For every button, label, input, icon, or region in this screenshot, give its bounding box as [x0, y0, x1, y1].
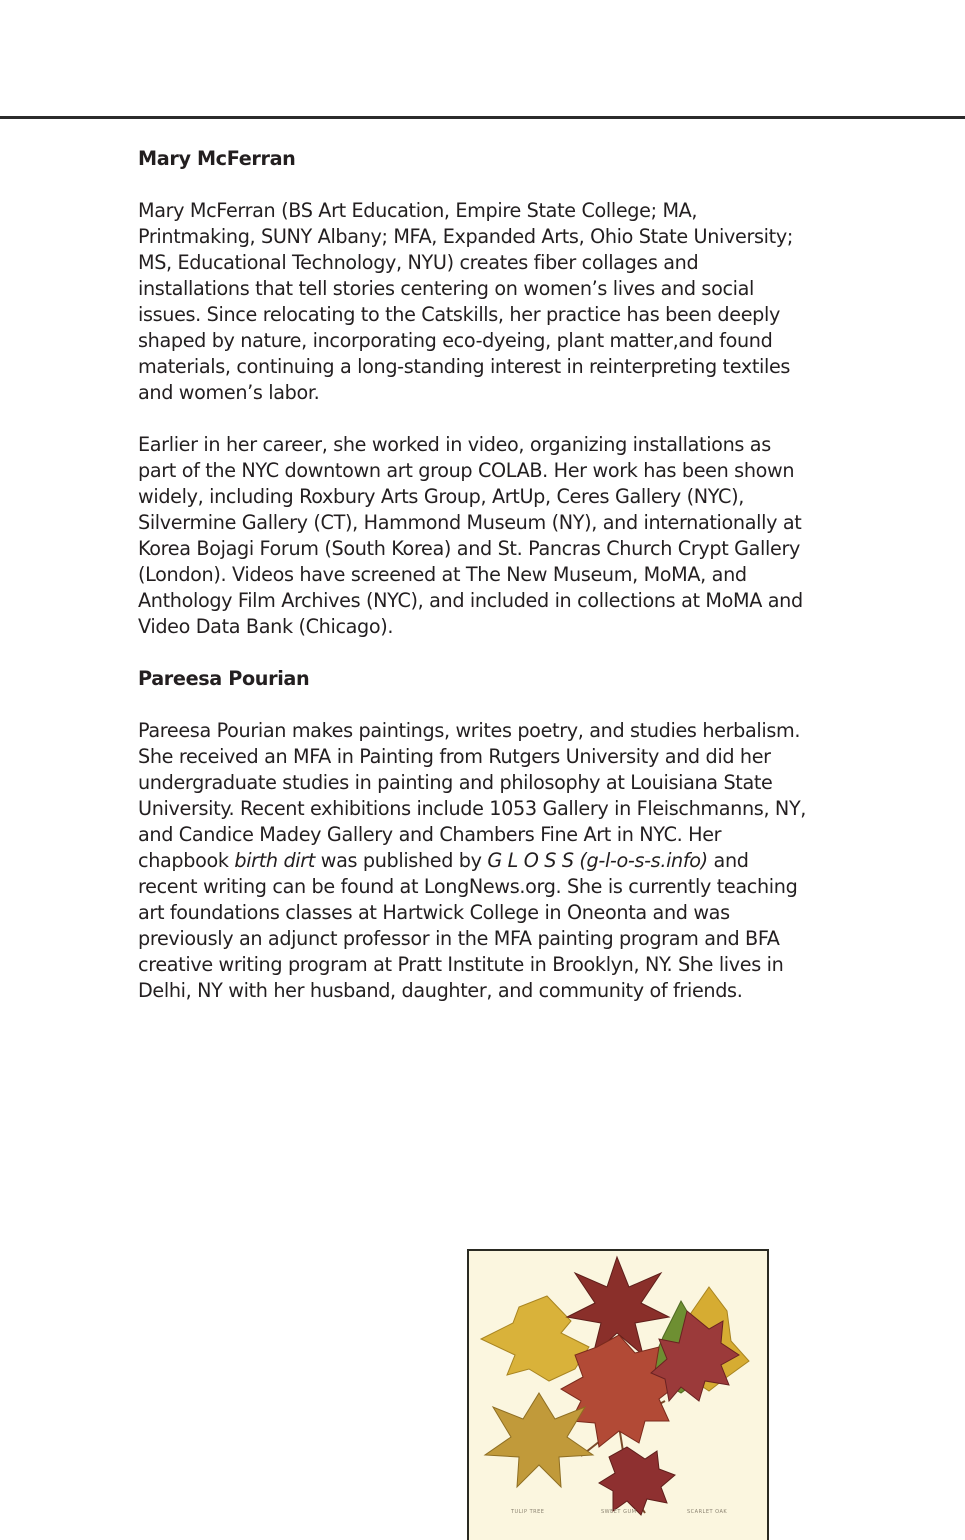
- oak-leaf-lower: [599, 1447, 675, 1515]
- bio-name-pareesa-pourian: Pareesa Pourian: [138, 667, 310, 690]
- caption-scarlet-oak: SCARLET OAK: [687, 1509, 728, 1515]
- sweetgum-leaf-lower: [485, 1393, 593, 1487]
- bio-paragraph-mcferran-2: Earlier in her career, she worked in video, organizing installations as part of the NYC downtown art group COLAB. Her work has been shown widely, including Roxbury Arts Group, ArtUp, Ceres Gallery (NYC), Silvermine Gallery (CT), Hammond Museum (NY), and internationally at Korea Bojagi Forum (South Korea) and St. Pancras Church Crypt Gallery (London). Videos have screened at The New Museum, MoMA, and Anthology Film Archives (NYC), and included in collections at MoMA and Video Data Bank (Chicago).: [138, 433, 803, 638]
- autumn-leaves-illustration: [467, 1249, 769, 1540]
- bio-text: Pareesa Pourian makes paintings, writes poetry, and studies herbalism. She received an MFA in Painting from Rutgers University and did her undergraduate studies in painting and philosophy at Louisiana State University. Recent exhibitions include 1053 Gallery in Fleischmanns, NY, and Candice Madey Gallery and Chambers Fine Art in NYC. Her chapbook: [138, 719, 807, 872]
- bio-paragraph-mcferran-1: Mary McFerran (BS Art Education, Empire State College; MA, Printmaking, SUNY Albany; MFA, Expanded Arts, Ohio State University; MS, Educational Technology, NYU) creates fiber collages and installations that tell stories centering on women’s lives and social issues. Since relocating to the Catskills, her practice has been deeply shaped by nature, incorporating eco-dyeing, plant matter,and found materials, continuing a long-standing interest in reinterpreting textiles and women’s labor.: [138, 199, 793, 404]
- bio-section: [138, 146, 808, 1030]
- header-rule: [0, 116, 965, 119]
- caption-sweet-gum: SWEET GUM: [601, 1509, 637, 1515]
- leaves-artwork: [469, 1251, 767, 1540]
- tulip-leaf-upper: [481, 1296, 589, 1381]
- bio-paragraph-pourian: [138, 718, 808, 1004]
- bio-text: and recent writing can be found at LongNews.org. She is currently teaching art foundations classes at Hartwick College in Oneonta and was previously an adjunct professor in the MFA painting program and BFA creative writing program at Pratt Institute in Brooklyn, NY. She lives in Delhi, NY with her husband, daughter, and community of friends.: [138, 849, 798, 1002]
- bio-text: was published by: [314, 849, 488, 872]
- publisher-name: G L O S S (g-l-o-s-s.info): [487, 849, 708, 872]
- caption-tulip-tree: TULIP TREE: [511, 1509, 545, 1515]
- book-title: birth dirt: [234, 849, 315, 872]
- bio-name-mary-mcferran: Mary McFerran: [138, 147, 296, 170]
